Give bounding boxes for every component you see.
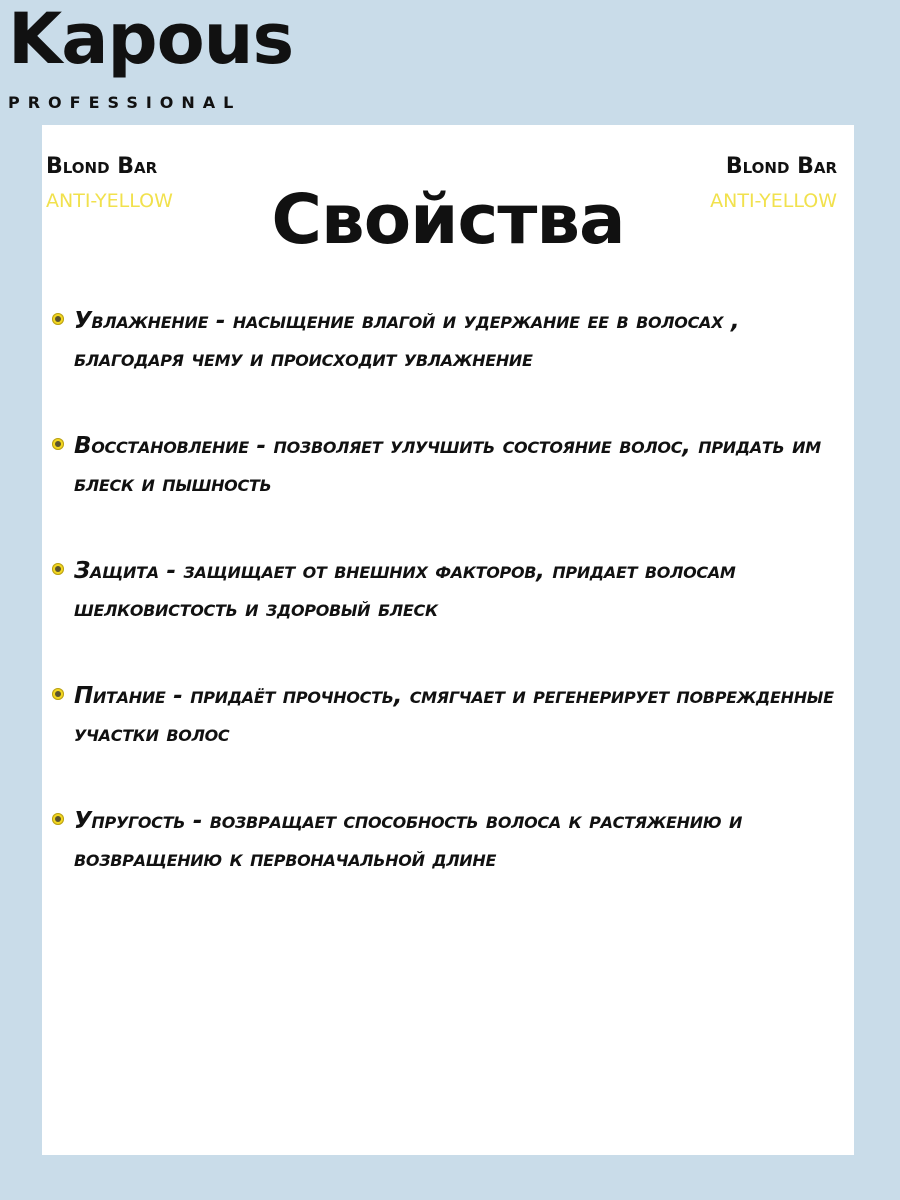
page-title: Свойства — [271, 180, 625, 260]
property-item — [50, 552, 850, 628]
property-item — [50, 802, 850, 878]
brand-header — [8, 0, 318, 120]
bullet-icon — [52, 688, 64, 700]
brand-subtitle: PROFESSIONAL — [8, 93, 242, 112]
bullet-icon — [52, 313, 64, 325]
property-text: Упругость - возвращает способность волоса к растяжению и возвращению к первоначальной длине — [74, 808, 743, 872]
bullet-icon — [52, 813, 64, 825]
blond-bar-left-tag: ANTI-YELLOW — [46, 190, 173, 212]
property-item — [50, 677, 850, 753]
properties-card — [42, 125, 854, 1155]
blond-bar-right-tag: ANTI-YELLOW — [710, 190, 837, 212]
brand-logo: Kapous — [8, 0, 294, 80]
bullet-icon — [52, 563, 64, 575]
property-text: Защита - защищает от внешних факторов, придает волосам шелковистость и здоровый блеск — [74, 558, 736, 622]
property-text: Питание - придаёт прочность, смягчает и регенерирует поврежденные участки волос — [74, 683, 834, 747]
property-item — [50, 302, 850, 378]
property-text: Увлажнение - насыщение влагой и удержание ее в волосах , благодаря чему и происходит увлажнение — [74, 308, 740, 372]
bullet-icon — [52, 438, 64, 450]
property-item — [50, 427, 850, 503]
blond-bar-left-title: Blond Bar — [46, 154, 158, 179]
property-text: Восстановление - позволяет улучшить состояние волос, придать им блеск и пышность — [74, 433, 821, 497]
blond-bar-right-title: Blond Bar — [725, 154, 837, 179]
property-list — [50, 302, 850, 878]
